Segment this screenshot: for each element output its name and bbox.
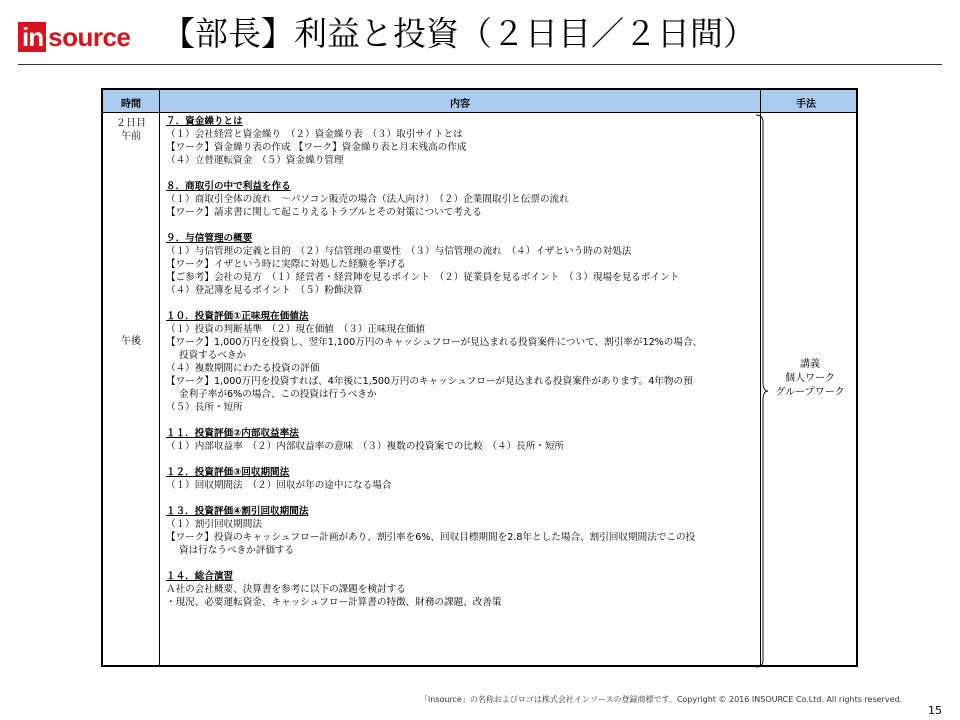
page-title: 【部長】利益と投資（２日目／２日間） (162, 14, 756, 53)
column-divider-time (159, 90, 160, 665)
content-line: 【ワーク】投資のキャッシュフロー計画があり、割引率を6%、回収目標期間を2.8年とした場合、割引回収期間法でこの投 (166, 532, 696, 543)
content-line: 【ワーク】1,000万円を投資すれば、4年後に1,500万円のキャッシュフローが見込まれる投資案件があります。4年物の預 (166, 376, 693, 387)
section-gap (166, 167, 758, 180)
section-gap (166, 492, 758, 505)
content-line: 資は行なうべきか評価する (179, 545, 295, 556)
content-line: （４）立替運転資金 （５）資金繰り管理 (166, 155, 344, 166)
page-number: 15 (928, 704, 942, 717)
content-line: （４）登記簿を見るポイント （５）粉飾決算 (166, 285, 363, 296)
time-day-label: ２日目 (116, 118, 146, 129)
content-line: （１）商取引全体の流れ ～パソコン販売の場合（法人向け） （２）企業間取引と伝票の流れ (166, 194, 569, 205)
content-cell (166, 115, 758, 609)
header-time: 時間 (121, 99, 141, 110)
section-heading: １４．総合演習 (166, 571, 234, 582)
logo-in-block: in (18, 22, 46, 52)
content-line: 【ワーク】資金繰り表の作成 【ワーク】資金繰り表と月末残高の作成 (166, 142, 467, 153)
section-gap (166, 219, 758, 232)
time-morning-label: 午前 (121, 131, 141, 142)
content-line: ・現況、必要運転資金、キャッシュフロー計算書の特徴、財務の課題、改善策 (166, 597, 502, 608)
time-cell-morning (103, 117, 159, 143)
content-line: （１）投資の判断基準 （２）現在価値 （３）正味現在価値 (166, 324, 426, 335)
time-cell-afternoon (103, 335, 159, 348)
section-gap (166, 414, 758, 427)
header-method: 手法 (796, 99, 816, 110)
section-gap (166, 453, 758, 466)
section-heading: １３．投資評価④割引回収期間法 (166, 506, 309, 517)
content-line: 投資するべきか (179, 350, 247, 361)
method-cell (764, 358, 856, 400)
content-line: 【ワーク】請求書に関して起こりえるトラブルとその対策について考える (166, 207, 483, 218)
content-line: （１）与信管理の定義と目的 （２）与信管理の重要性 （３）与信管理の流れ （４）イザという時の対処法 (166, 246, 632, 257)
content-line: 【ご参考】会社の見方 （１）経営者・経営陣を見るポイント （２）従業員を見るポイント （３）現場を見るポイント (166, 272, 680, 283)
content-line: 金利子率が6%の場合、この投資は行うべきか (179, 389, 377, 400)
method-individual-work: 個人ワーク (785, 373, 835, 384)
logo-source-text: source (48, 22, 131, 52)
section-heading: １１．投資評価②内部収益率法 (166, 428, 299, 439)
content-line: （１）内部収益率 （２）内部収益率の意味 （３）複数の投資案での比較 （４）長所・短所 (166, 441, 565, 452)
content-line: （１）会社経営と資金繰り （２）資金繰り表 （３）取引サイトとは (166, 129, 463, 140)
insource-logo (18, 22, 130, 52)
table-header-row (103, 90, 856, 113)
schedule-table (101, 88, 858, 667)
content-line: Ａ社の会社概要、決算書を参考に以下の課題を検討する (166, 584, 406, 595)
method-lecture: 講義 (800, 359, 820, 370)
section-heading: ７．資金繰りとは (166, 116, 243, 127)
section-heading: １２．投資評価③回収期間法 (166, 467, 290, 478)
content-line: （１）割引回収期間法 (166, 519, 262, 530)
content-line: （５）長所・短所 (166, 402, 243, 413)
section-gap (166, 557, 758, 570)
section-heading: １０．投資評価①正味現在価値法 (166, 311, 309, 322)
header-content: 内容 (450, 99, 470, 110)
section-heading: ８．商取引の中で利益を作る (166, 181, 291, 192)
copyright-footer: 「insource」の名称およびロゴは株式会社インソースの登録商標です。Copyright © 2016 INSOURCE Co.Ltd. All rights reserved. (420, 695, 903, 704)
content-line: 【ワーク】イザという時に実際に対処した経験を挙げる (166, 259, 406, 270)
section-gap (166, 297, 758, 310)
content-line: 【ワーク】1,000万円を投資し、翌年1,100万円のキャッシュフローが見込まれる投資案件について、割引率が12%の場合、 (166, 337, 703, 348)
title-divider (18, 64, 942, 65)
method-group-work: グループワーク (775, 387, 845, 398)
section-heading: ９．与信管理の概要 (166, 233, 253, 244)
content-line: （１）回収期間法 （２）回収が年の途中になる場合 (166, 480, 392, 491)
time-afternoon-label: 午後 (121, 336, 141, 347)
content-line: （４）複数期間にわたる投資の評価 (166, 363, 320, 374)
